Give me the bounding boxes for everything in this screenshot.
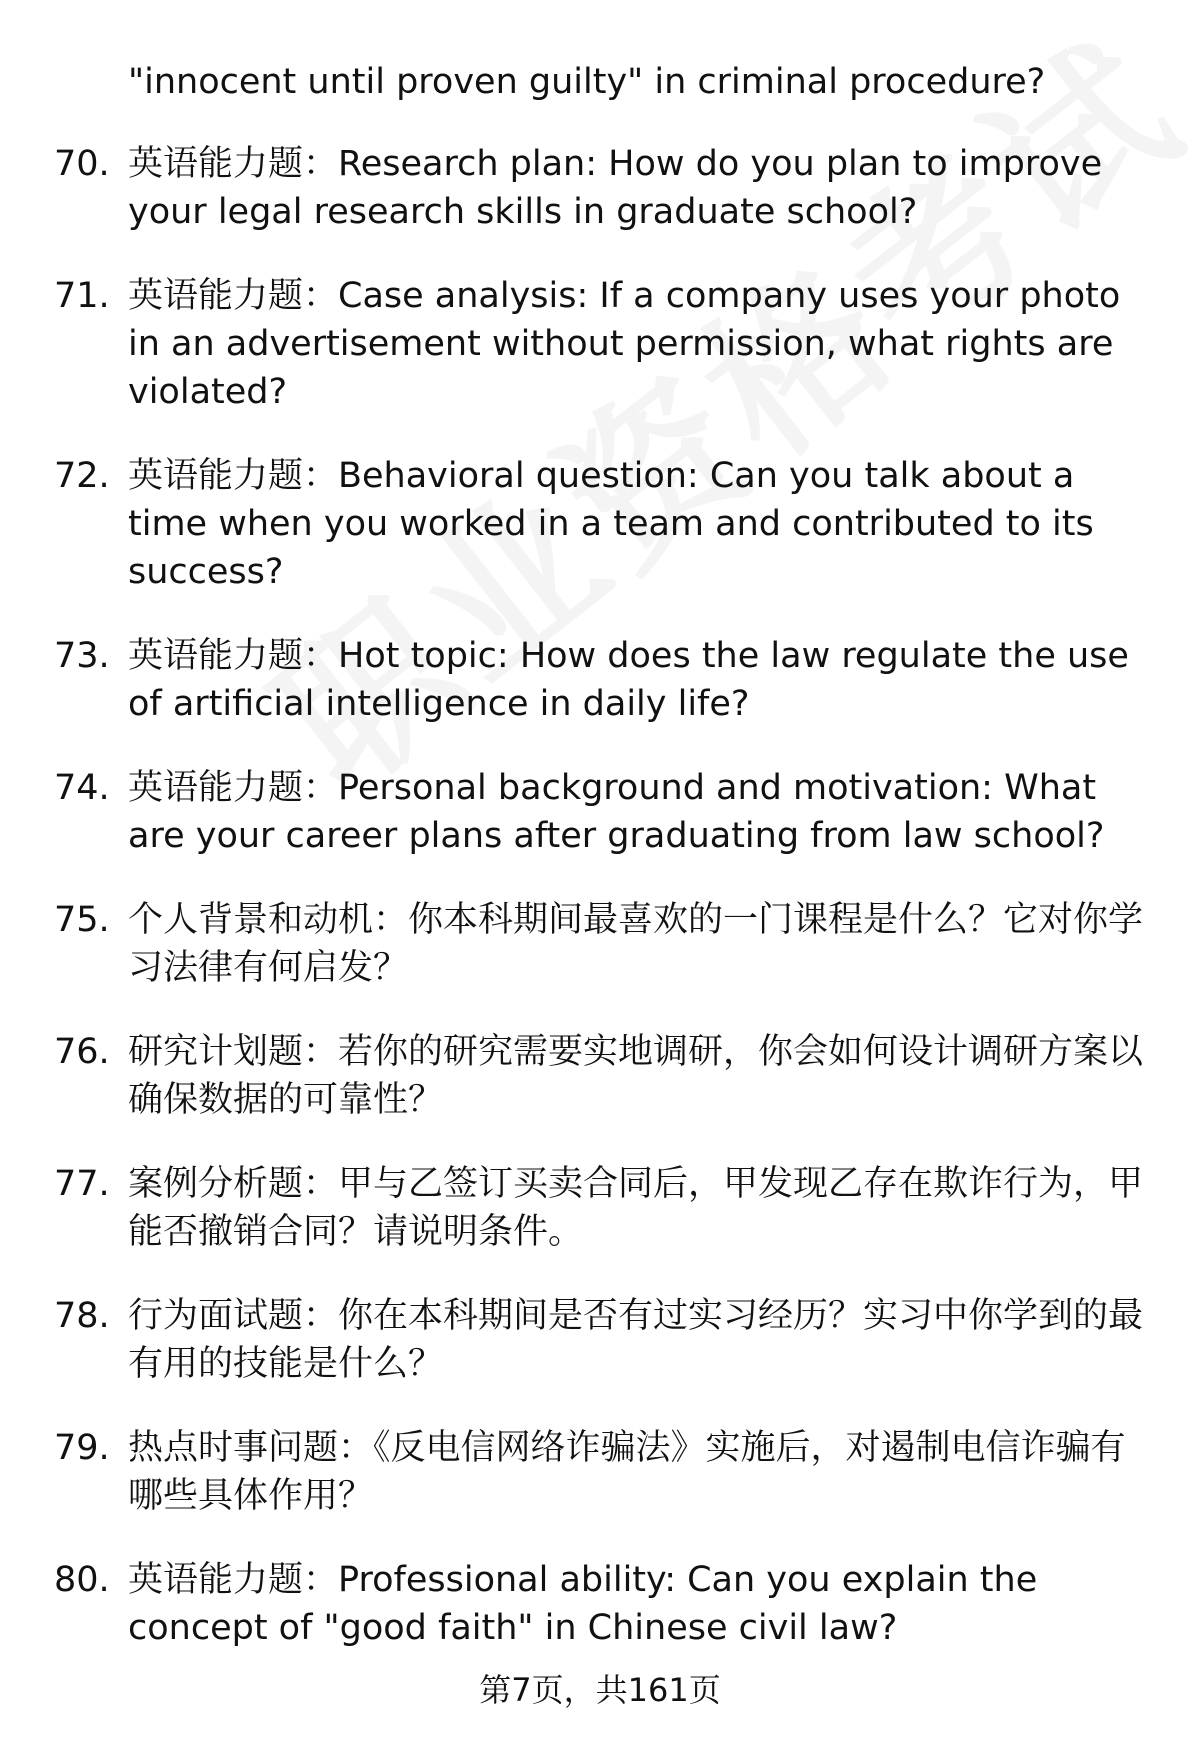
question-text: 研究计划题：若你的研究需要实地调研，你会如何设计调研方案以确保数据的可靠性？	[128, 1032, 1144, 1120]
question-item-71	[0, 272, 1200, 416]
question-number: 70.	[54, 144, 110, 184]
question-item-73	[0, 632, 1200, 728]
question-text: 热点时事问题：《反电信网络诈骗法》实施后，对遏制电信诈骗有哪些具体作用？	[128, 1428, 1126, 1516]
question-number: 78.	[54, 1296, 110, 1336]
question-text: 案例分析题：甲与乙签订买卖合同后，甲发现乙存在欺诈行为，甲能否撤销合同？请说明条件。	[128, 1164, 1144, 1252]
continued-question-text: "innocent until proven guilty" in criminal procedure?	[128, 62, 1046, 102]
question-number: 76.	[54, 1032, 110, 1072]
question-item-72	[0, 452, 1200, 596]
question-number: 80.	[54, 1560, 110, 1600]
page-number-footer: 第7页，共161页	[479, 1671, 721, 1709]
question-number: 71.	[54, 276, 110, 316]
question-item-78	[0, 1292, 1200, 1388]
question-item-76	[0, 1028, 1200, 1124]
question-number: 79.	[54, 1428, 110, 1468]
question-item-79	[0, 1424, 1200, 1520]
question-text: 英语能力题：Case analysis: If a company uses your photo in an advertisement without permission, what rights are violated?	[128, 276, 1121, 412]
question-list	[0, 140, 1200, 1652]
question-number: 77.	[54, 1164, 110, 1204]
question-text: 英语能力题：Behavioral question: Can you talk about a time when you worked in a team and contributed to its success?	[128, 456, 1094, 592]
question-number: 73.	[54, 636, 110, 676]
question-item-80	[0, 1556, 1200, 1652]
question-item-77	[0, 1160, 1200, 1256]
question-text: 英语能力题：Hot topic: How does the law regulate the use of artificial intelligence in daily life?	[128, 636, 1129, 724]
question-item-74	[0, 764, 1200, 860]
question-text: 行为面试题：你在本科期间是否有过实习经历？实习中你学到的最有用的技能是什么？	[128, 1296, 1144, 1384]
question-item-70	[0, 140, 1200, 236]
question-number: 72.	[54, 456, 110, 496]
question-text: 个人背景和动机：你本科期间最喜欢的一门课程是什么？它对你学习法律有何启发？	[128, 900, 1144, 988]
question-text: 英语能力题：Professional ability: Can you explain the concept of "good faith" in Chinese civil law?	[128, 1560, 1038, 1648]
question-number: 74.	[54, 768, 110, 808]
question-item-75	[0, 896, 1200, 992]
question-text: 英语能力题：Personal background and motivation: What are your career plans after graduating from law school?	[128, 768, 1105, 856]
question-text: 英语能力题：Research plan: How do you plan to improve your legal research skills in graduate school?	[128, 144, 1103, 232]
question-number: 75.	[54, 900, 110, 940]
question-content	[0, 58, 1200, 1688]
